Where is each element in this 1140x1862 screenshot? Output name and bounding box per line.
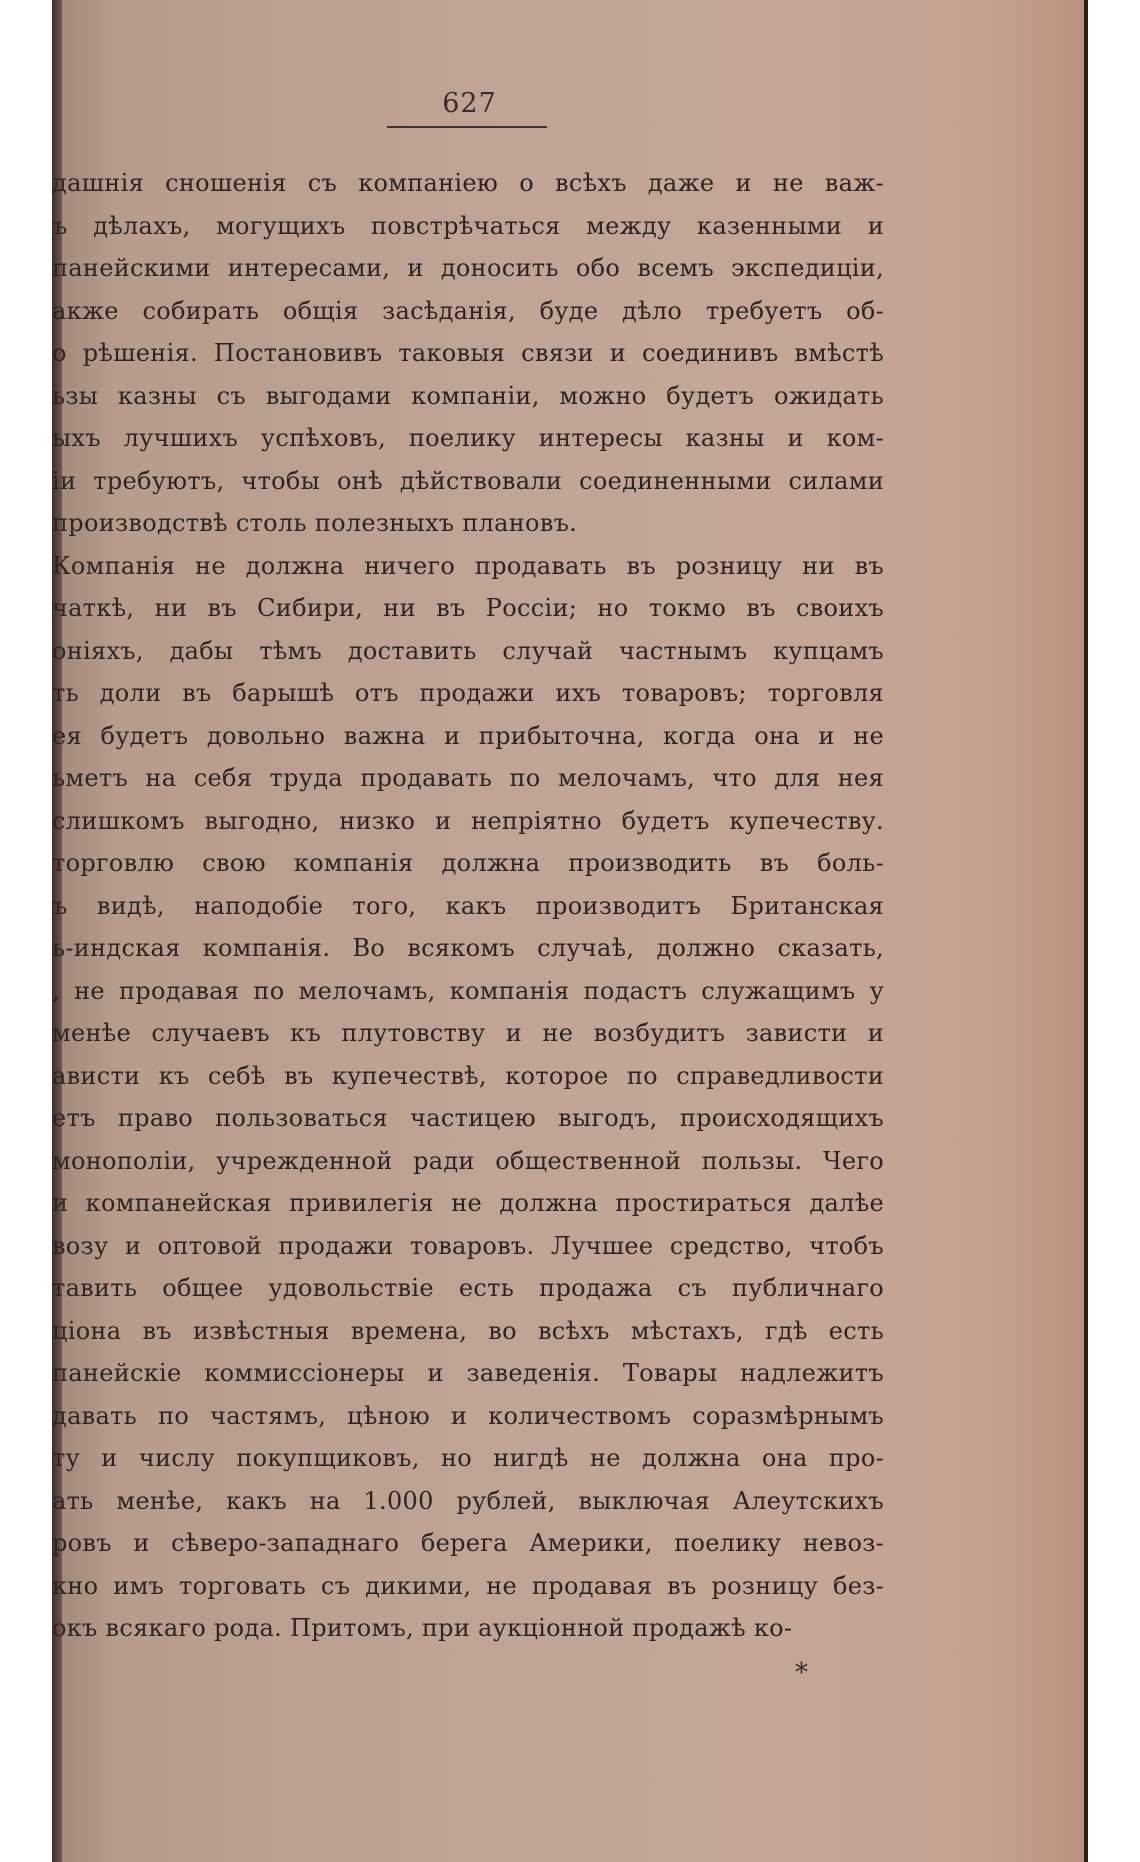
text-line: ьзы казны съ выгодами компаніи, можно будетъ ожидать (52, 381, 884, 410)
book-page (52, 0, 1088, 1862)
text-line: , не продавая по мелочамъ, компанія подастъ служащимъ у (52, 976, 884, 1005)
body-text (52, 162, 884, 1650)
page-number: 627 (442, 88, 497, 119)
signature-mark: * (795, 1658, 808, 1688)
text-line: оніяхъ, дабы тѣмъ доставить случай частнымъ купцамъ (52, 636, 884, 665)
text-line: монополіи, учрежденной ради общественной пользы. Чего (52, 1146, 884, 1175)
text-line: ъ дѣлахъ, могущихъ повстрѣчаться между казенными и (52, 211, 884, 240)
text-line: ту и числу покупщиковъ, но нигдѣ не должна она про- (52, 1444, 884, 1472)
text-line: ціона въ извѣстныя времена, во всѣхъ мѣстахъ, гдѣ есть (52, 1316, 884, 1345)
text-line: етъ право пользоваться частицею выгодъ, происходящихъ (52, 1104, 884, 1132)
text-line: давать по частямъ, цѣною и количествомъ соразмѣрнымъ (52, 1401, 884, 1430)
text-line: ьметъ на себя труда продавать по мелочамъ, что для нея (52, 764, 884, 792)
text-line: ать менѣе, какъ на 1.000 рублей, выключая Алеутскихъ (52, 1486, 884, 1515)
text-line: ровъ и сѣверо-западнаго берега Америки, поелику невоз- (52, 1529, 884, 1557)
page-right-edge (1084, 0, 1088, 1862)
text-line: дашнія сношенія съ компаніею о всѣхъ даже и не важ- (52, 169, 884, 197)
text-line: акже собирать общія засѣданія, буде дѣло требуетъ об- (52, 296, 884, 325)
text-line: ея будетъ довольно важна и прибыточна, когда она и не (52, 721, 884, 750)
text-line: возу и оптовой продажи товаровъ. Лучшее средство, чтобъ (52, 1231, 884, 1260)
text-line: ыхъ лучшихъ успѣховъ, поелику интересы казны и ком- (52, 424, 884, 452)
text-line: менѣе случаевъ къ плутовству и не возбудитъ зависти и (52, 1019, 884, 1047)
page-number-rule (387, 126, 547, 128)
text-line: ъ видѣ, наподобіе того, какъ производитъ Британская (52, 891, 884, 920)
text-line: ависти къ себѣ въ купечествѣ, которое по справедливости (52, 1061, 884, 1090)
text-line: панейскіе коммиссіонеры и заведенія. Товары надлежитъ (52, 1359, 884, 1387)
text-line: кно имъ торговать съ дикими, не продавая въ розницу без- (52, 1571, 884, 1600)
text-line: производствѣ столь полезныхъ плановъ. (52, 509, 578, 537)
text-line: окъ всякаго рода. Притомъ, при аукціонной продажѣ ко- (52, 1614, 793, 1642)
text-line: торговлю свою компанія должна производить въ боль- (52, 849, 884, 877)
text-line: и компанейская привилегія не должна простираться далѣе (52, 1189, 884, 1217)
text-line: о рѣшенія. Постановивъ таковыя связи и соединивъ вмѣстѣ (52, 339, 884, 367)
text-line: чаткѣ, ни въ Сибири, ни въ Россіи; но токмо въ своихъ (52, 594, 884, 622)
text-line: Компанія не должна ничего продавать въ розницу ни въ (52, 551, 884, 580)
text-line: іи требуютъ, чтобы онѣ дѣйствовали соединенными силами (52, 466, 884, 495)
text-line: тавить общее удовольствіе есть продажа съ публичнаго (52, 1274, 884, 1302)
text-line: слишкомъ выгодно, низко и непріятно будетъ купечеству. (52, 806, 884, 835)
text-line: ть доли въ барышѣ отъ продажи ихъ товаровъ; торговля (52, 679, 884, 707)
text-line: панейскими интересами, и доносить обо всемъ экспедиціи, (52, 254, 884, 282)
text-line: ь-индская компанія. Во всякомъ случаѣ, должно сказать, (52, 934, 884, 962)
